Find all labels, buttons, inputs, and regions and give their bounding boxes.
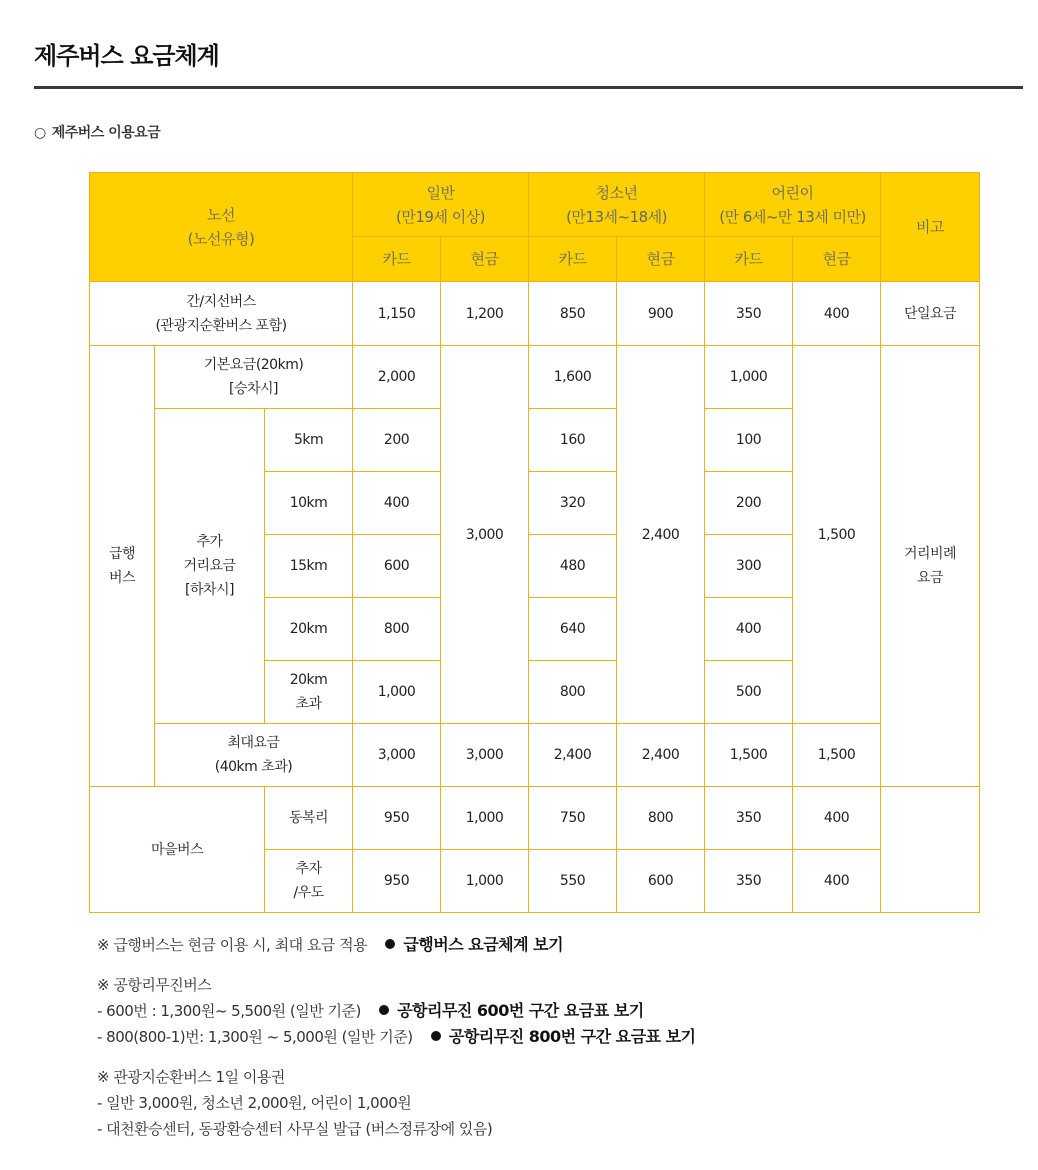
fare-table (89, 172, 980, 913)
title-divider (34, 86, 1023, 89)
fare-cell: 160 (529, 409, 617, 472)
fare-cell: 400 (793, 850, 881, 913)
distance-label: 20km (265, 598, 353, 661)
section-heading-text: 제주버스 이용요금 (51, 125, 161, 141)
distance-label: 15km (265, 535, 353, 598)
village-route-name: 동복리 (265, 787, 353, 850)
header-youth: 청소년 (만13세~18세) (529, 173, 705, 237)
distance-label: 10km (265, 472, 353, 535)
header-note: 비고 (881, 173, 980, 282)
note-cell: 단일요금 (881, 282, 980, 346)
fare-cell: 100 (705, 409, 793, 472)
header-child: 어린이 (만 6세~만 13세 미만) (705, 173, 881, 237)
fare-cell-merged: 3,000 (441, 346, 529, 724)
section-heading (34, 122, 160, 142)
fare-cell: 350 (705, 787, 793, 850)
fare-cell: 600 (353, 535, 441, 598)
airport-600-text: - 600번 : 1,300원~ 5,500원 (일반 기준) (97, 1002, 361, 1020)
fare-cell: 1,000 (441, 787, 529, 850)
fare-cell: 500 (705, 661, 793, 724)
header-route: 노선 (노선유형) (90, 173, 353, 282)
fare-cell: 800 (617, 787, 705, 850)
fare-cell: 400 (705, 598, 793, 661)
fare-cell: 600 (617, 850, 705, 913)
express-note-line (97, 932, 997, 958)
bullet-dot-icon (385, 939, 395, 949)
fare-cell: 1,500 (705, 724, 793, 787)
tour-pass-issue: - 대천환승센터, 동광환승센터 사무실 발급 (버스정류장에 있음) (97, 1120, 493, 1138)
distance-label: 5km (265, 409, 353, 472)
fare-cell: 950 (353, 787, 441, 850)
fare-cell: 900 (617, 282, 705, 346)
fare-cell: 550 (529, 850, 617, 913)
tour-pass-heading: ※ 관광지순환버스 1일 이용권 (97, 1068, 285, 1086)
express-fare-link[interactable]: 급행버스 요금체계 보기 (385, 935, 563, 954)
airport-800-text: - 800(800-1)번: 1,300원 ~ 5,000원 (일반 기준) (97, 1028, 413, 1046)
notes-section (97, 932, 997, 1142)
bullet-dot-icon (379, 1005, 389, 1015)
fare-cell: 2,000 (353, 346, 441, 409)
village-route-name: 추자 /우도 (265, 850, 353, 913)
fare-cell: 200 (353, 409, 441, 472)
route-express-bus: 급행 버스 (90, 346, 155, 787)
fare-cell: 1,500 (793, 724, 881, 787)
fare-cell: 350 (705, 850, 793, 913)
fare-cell: 2,400 (617, 724, 705, 787)
express-max-fare-label: 최대요금 (40km 초과) (155, 724, 353, 787)
express-base-fare-label: 기본요금(20km) [승차시] (155, 346, 353, 409)
fare-cell: 1,000 (705, 346, 793, 409)
table-row (90, 787, 980, 850)
airport-800-fare-link[interactable]: 공항리무진 800번 구간 요금표 보기 (431, 1027, 696, 1046)
fare-cell: 1,200 (441, 282, 529, 346)
fare-cell: 800 (353, 598, 441, 661)
route-trunk-bus: 간/지선버스 (관광지순환버스 포함) (90, 282, 353, 346)
fare-cell: 1,000 (353, 661, 441, 724)
fare-cell: 320 (529, 472, 617, 535)
express-extra-fare-label: 추가 거리요금 [하차시] (155, 409, 265, 724)
header-youth-card: 카드 (529, 237, 617, 282)
header-general-card: 카드 (353, 237, 441, 282)
header-child-card: 카드 (705, 237, 793, 282)
fare-cell: 850 (529, 282, 617, 346)
header-general: 일반 (만19세 이상) (353, 173, 529, 237)
fare-cell: 1,150 (353, 282, 441, 346)
express-note-text: ※ 급행버스는 현금 이용 시, 최대 요금 적용 (97, 936, 368, 954)
fare-cell-merged: 1,500 (793, 346, 881, 724)
note-cell: 거리비례 요금 (881, 346, 980, 787)
distance-label: 20km 초과 (265, 661, 353, 724)
header-child-cash: 현금 (793, 237, 881, 282)
table-row (90, 346, 980, 409)
table-row (90, 724, 980, 787)
route-village-bus: 마을버스 (90, 787, 265, 913)
fare-cell: 750 (529, 787, 617, 850)
airport-heading: ※ 공항리무진버스 (97, 976, 212, 994)
header-youth-cash: 현금 (617, 237, 705, 282)
airport-600-line (97, 998, 997, 1024)
tour-pass-price: - 일반 3,000원, 청소년 2,000원, 어린이 1,000원 (97, 1094, 412, 1112)
fare-cell: 1,000 (441, 850, 529, 913)
fare-cell: 400 (793, 282, 881, 346)
circle-bullet-icon: ○ (34, 125, 46, 141)
fare-cell: 3,000 (441, 724, 529, 787)
fare-cell: 640 (529, 598, 617, 661)
fare-cell: 300 (705, 535, 793, 598)
airport-800-line (97, 1024, 997, 1050)
fare-cell: 480 (529, 535, 617, 598)
bullet-dot-icon (431, 1031, 441, 1041)
fare-cell: 200 (705, 472, 793, 535)
airport-600-fare-link[interactable]: 공항리무진 600번 구간 요금표 보기 (379, 1001, 644, 1020)
fare-cell-merged: 2,400 (617, 346, 705, 724)
fare-cell: 800 (529, 661, 617, 724)
header-general-cash: 현금 (441, 237, 529, 282)
fare-cell: 400 (793, 787, 881, 850)
note-cell-empty (881, 787, 980, 913)
fare-cell: 2,400 (529, 724, 617, 787)
fare-cell: 400 (353, 472, 441, 535)
table-row (90, 282, 980, 346)
fare-cell: 3,000 (353, 724, 441, 787)
fare-cell: 1,600 (529, 346, 617, 409)
fare-cell: 350 (705, 282, 793, 346)
page-title: 제주버스 요금체계 (34, 42, 219, 70)
fare-cell: 950 (353, 850, 441, 913)
